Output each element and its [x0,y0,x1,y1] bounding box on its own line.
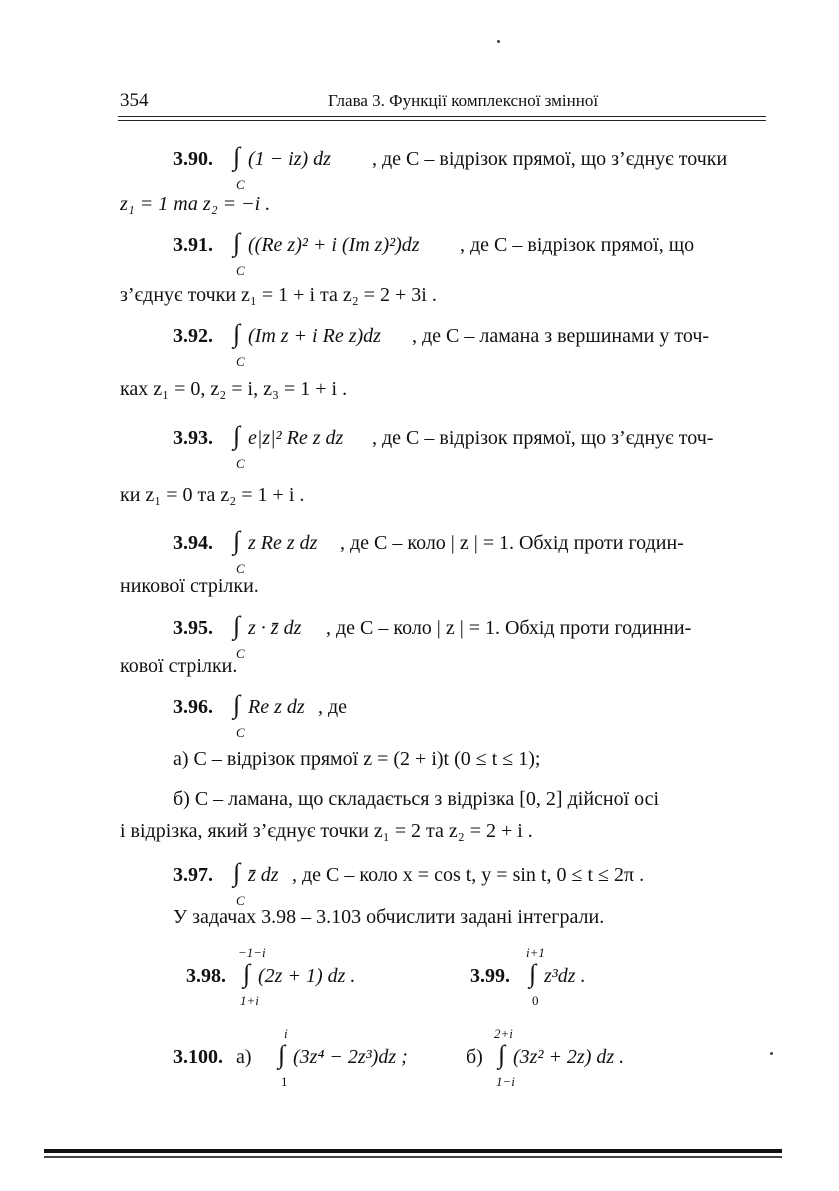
problem-number: 3.99. [470,965,510,987]
problem-number: 3.93. [173,427,213,449]
integral-limit: C [236,354,245,369]
problem-text: , де C – відрізок прямої, що з’єднує точки [372,148,728,170]
problem-text-line2: ки z₁ = 0 та z₂ = 1 + i . [120,484,305,506]
upper-limit: i [284,1026,288,1041]
header-rule-lower [118,120,766,121]
problem-number: 3.94. [173,532,213,554]
integral-sign: ∫ [529,959,537,988]
integral-limit: C [236,561,245,576]
integral-limit: C [236,177,245,192]
integral-sign: ∫ [233,611,241,640]
integrand: ((Re z)² + i (Im z)²)dz [248,234,420,256]
integral-sign: ∫ [233,526,241,555]
running-title: Глава 3. Функції комплексної змінної [328,91,599,110]
integrand: e|z|² Re z dz [248,427,344,449]
part-a-label: а) [236,1046,252,1068]
problem-number: 3.98. [186,965,226,987]
problem-text: , де C – ламана з вершинами у точ- [412,325,710,347]
integral-limit: C [236,646,245,661]
integrand: z̄ dz [248,864,279,886]
integral-sign: ∫ [233,421,241,450]
problem-number: 3.92. [173,325,213,347]
integral-sign: ∫ [233,228,241,257]
integrand: Re z dz [248,696,305,718]
integrand: z · z̄ dz [248,617,302,639]
problem-text: , де [318,696,348,718]
integral-sign: ∫ [233,319,241,348]
problem-text: , де C – відрізок прямої, що [460,234,695,256]
integrand: (1 − iz) dz [248,148,331,170]
bottom-rule [44,1149,782,1153]
integral-sign: ∫ [243,959,251,988]
lower-limit: 1+i [240,993,259,1008]
integral-sign: ∫ [233,858,241,887]
lower-limit: 1 [281,1074,288,1089]
scan-speck [770,1052,773,1055]
integral-limit: C [236,263,245,278]
header-rule [118,116,766,117]
problem-text-line2: кової стрілки. [120,655,238,677]
upper-limit: −1−i [238,945,266,960]
integral-limit: C [236,725,245,740]
problem-number: 3.96. [173,696,213,718]
integrand: (2z + 1) dz . [258,965,356,987]
upper-limit: 2+i [494,1026,513,1041]
problem-text: , де C – коло | z | = 1. Обхід проти годинни- [326,617,692,639]
integrand: (Im z + i Re z)dz [248,325,381,347]
problem-text: , де C – коло | z | = 1. Обхід проти годин- [340,532,684,554]
problem-part-a: а) C – відрізок прямої z = (2 + i)t (0 ≤ t ≤ 1); [173,748,541,770]
problem-number: 3.97. [173,864,213,886]
integral-limit: C [236,456,245,471]
bottom-rule-lower [44,1156,782,1158]
problem-part-b-line2: і відрізка, який з’єднує точки z₁ = 2 та z₂ = 2 + i . [120,820,533,842]
integral-sign: ∫ [233,142,241,171]
problem-number: 3.100. [173,1046,223,1068]
problem-text-line2: z₁ = 1 та z₂ = −i . [120,193,271,215]
problem-number: 3.91. [173,234,213,256]
problem-text-line2: з’єднує точки z₁ = 1 + i та z₂ = 2 + 3i . [120,284,437,306]
part-b-label: б) [466,1046,483,1068]
page-number: 354 [120,90,149,111]
problem-text: , де C – коло x = cos t, y = sin t, 0 ≤ t ≤ 2π . [292,864,645,886]
scan-speck [497,40,500,43]
integral-sign: ∫ [233,690,241,719]
integral-sign: ∫ [278,1040,286,1069]
lower-limit: 1−i [496,1074,515,1089]
upper-limit: i+1 [526,945,545,960]
lower-limit: 0 [532,993,539,1008]
problem-part-b: б) C – ламана, що складається з відрізка [0, 2] дійсної осі [173,788,660,810]
integrand: (3z² + 2z) dz . [513,1046,625,1068]
integrand: z Re z dz [248,532,318,554]
problem-text: , де C – відрізок прямої, що з’єднує точ- [372,427,714,449]
problem-text-line2: ках z₁ = 0, z₂ = i, z₃ = 1 + i . [120,378,348,400]
problem-number: 3.95. [173,617,213,639]
problem-number: 3.90. [173,148,213,170]
integral-limit: C [236,893,245,908]
integrand: (3z⁴ − 2z³)dz ; [293,1046,408,1068]
section-intro: У задачах 3.98 – 3.103 обчислити задані інтеграли. [173,906,605,928]
integral-sign: ∫ [498,1040,506,1069]
problem-text-line2: никової стрілки. [120,575,259,597]
integrand: z³dz . [544,965,586,987]
